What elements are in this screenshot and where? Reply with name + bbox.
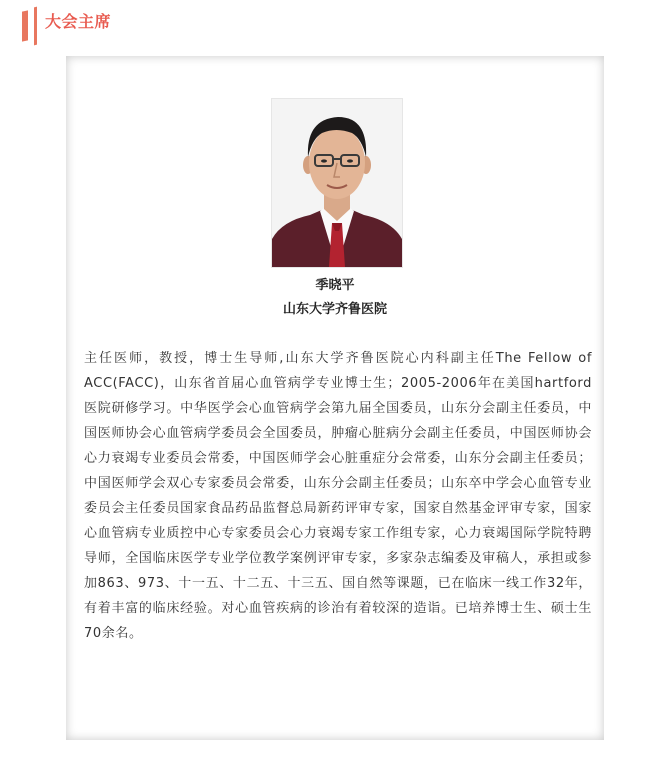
accent-line-icon [34,7,37,46]
chair-name: 季晓平 [315,278,355,293]
section-header [22,6,111,46]
portrait-photo [271,98,403,268]
chair-biography: 主任医师，教授，博士生导师,山东大学齐鲁医院心内科副主任The Fellow of ACC(FACC)，山东省首届心血管病学专业博士生；2005-2006年在美国hartford医院研修学习。中华医学会心血管病学会第九届全国委员，山东分会副主任委员，中国医师协会心血管病学委员会全国委员，肿瘤心脏病分会副主任委员，中国医师协会心力衰竭专业委员会常委，中国医师学会心脏重症分会常委，山东分会副主任委员；中国医师学会双心专家委员会常委，山东分会副主任委员；山东卒中学会心血管专业委员会主任委员国家食品药品监督总局新药评审专家，国家自然基金评审专家，国家心血管病专业质控中心专家委员会心力衰竭专家工作组专家，心力衰竭国际学院特聘导师，全国临床医学专业学位教学案例评审专家，多家杂志编委及审稿人，承担或参加863、973、十一五、十二五、十三五、国自然等课题，已在临床一线工作32年，有着丰富的临床经验。对心血管疾病的诊治有着较深的造诣。已培养博士生、硕士生70余名。 [84,351,592,641]
section-title: 大会主席 [45,11,112,31]
accent-bar-icon [22,10,28,41]
profile-card [66,56,604,740]
chair-affiliation: 山东大学齐鲁医院 [282,302,387,317]
portrait-icon [272,99,402,267]
